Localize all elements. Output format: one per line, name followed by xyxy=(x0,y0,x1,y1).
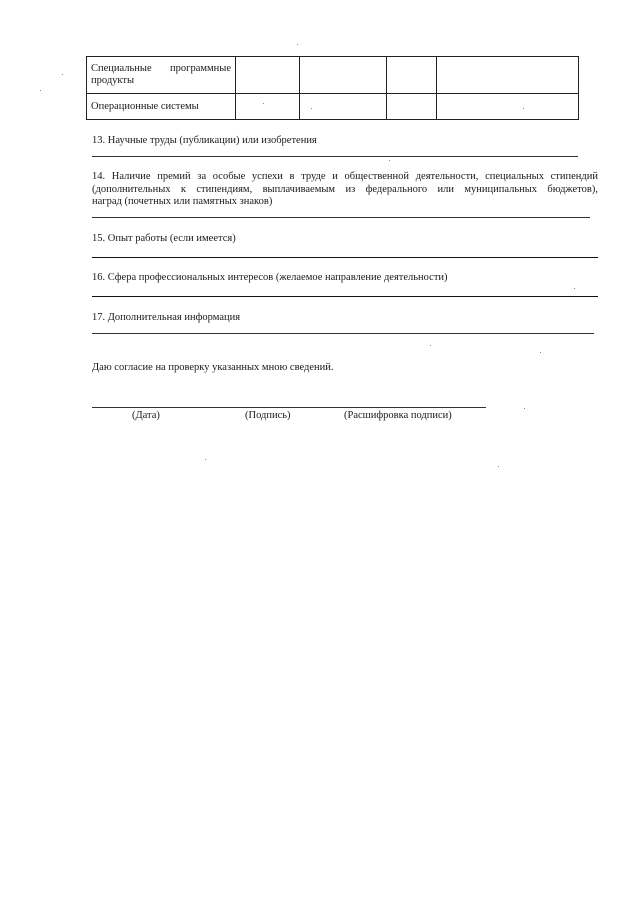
section-15-answer-line xyxy=(92,257,598,258)
table-cell xyxy=(300,94,387,120)
skills-table xyxy=(86,56,579,120)
signature-sign-label: (Подпись) xyxy=(245,410,291,421)
section-14-answer-line xyxy=(92,217,590,218)
table-cell xyxy=(236,94,300,120)
scan-speck xyxy=(263,103,264,104)
section-13-heading: 13. Научные труды (публикации) или изобретения xyxy=(92,135,317,146)
table-row xyxy=(87,57,579,94)
section-13-answer-line xyxy=(92,156,578,157)
section-16-answer-line xyxy=(92,296,598,297)
table-cell xyxy=(300,57,387,94)
scan-speck xyxy=(389,160,390,161)
table-row xyxy=(87,94,579,120)
section-17-answer-line xyxy=(92,333,594,334)
row-label-operating-systems: Операционные системы xyxy=(87,94,236,120)
section-15-heading: 15. Опыт работы (если имеется) xyxy=(92,233,236,244)
section-14-line-3: наград (почетных или памятных знаков) xyxy=(92,196,273,207)
table-cell xyxy=(437,57,579,94)
scan-speck xyxy=(498,466,499,467)
scan-speck xyxy=(311,108,312,109)
signature-decode-label: (Расшифровка подписи) xyxy=(344,410,452,421)
section-14-heading xyxy=(92,171,598,209)
signature-line xyxy=(92,407,486,408)
table-cell xyxy=(236,57,300,94)
scan-speck xyxy=(540,352,541,353)
section-16-heading: 16. Сфера профессиональных интересов (желаемое направление деятельности) xyxy=(92,272,448,283)
signature-date-label: (Дата) xyxy=(132,410,160,421)
consent-statement: Даю согласие на проверку указанных мною сведений. xyxy=(92,362,334,373)
scan-speck xyxy=(62,74,63,75)
scan-speck xyxy=(523,108,524,109)
table-cell xyxy=(387,57,437,94)
scan-speck xyxy=(524,408,525,409)
row-label-special-software: Специальные программные продукты xyxy=(87,57,236,94)
table-cell xyxy=(437,94,579,120)
scan-speck xyxy=(205,459,206,460)
scan-speck xyxy=(430,345,431,346)
scan-speck xyxy=(574,288,575,289)
section-17-heading: 17. Дополнительная информация xyxy=(92,312,241,323)
scan-speck xyxy=(40,90,41,91)
table-cell xyxy=(387,94,437,120)
section-14-line-1: 14. Наличие премий за особые успехи в труде и общественной деятельности, специальных стипендий xyxy=(92,171,598,182)
scan-speck xyxy=(297,44,298,45)
section-14-line-2: (дополнительных к стипендиям, выплачиваемым из федерального или муниципальных бюджетов), xyxy=(92,183,598,195)
